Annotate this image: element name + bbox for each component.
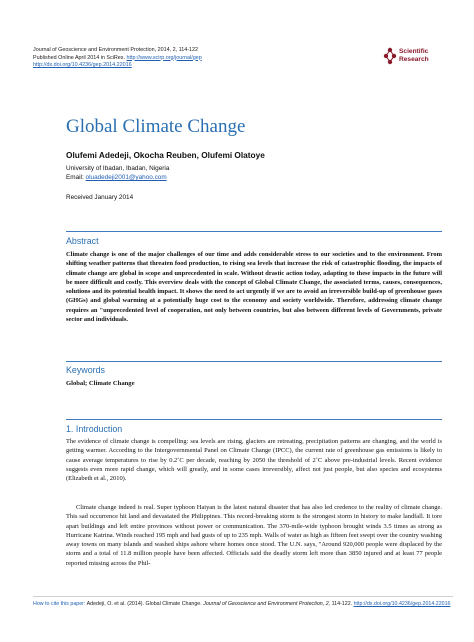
introduction-divider (66, 419, 442, 420)
journal-header (33, 47, 333, 70)
cite-doi-link[interactable]: http://dx.doi.org/10.4236/gep.2014.22016 (353, 601, 451, 607)
affiliation: University of Ibadan, Ibadan, Nigeria (66, 165, 170, 172)
doi-link[interactable]: http://dx.doi.org/10.4236/gep.2014.22016 (33, 62, 132, 69)
keywords-text: Global; Climate Change (66, 380, 135, 387)
introduction-paragraph-1: The evidence of climate change is compelling: sea levels are rising, glaciers are retreating, precipitation patterns are changing, and the world is getting warmer. According to the Intergovernmental Panel on Climate Change (IPCC), the current rate of greenhouse gas emissions is likely to cause average temperatures to rise by 0.2˚C per decade, reaching by 2050 the threshold of 2˚C above pre-industrial levels. Recent evidence suggests even more rapid change, which will greatly, and in some cases irreversibly, affect not just people, but also species and ecosystems (Elizabeth et al., 2010). (66, 438, 442, 483)
abstract-divider (66, 231, 442, 232)
abstract-heading: Abstract (66, 236, 99, 246)
cite-pages: 114-122. (331, 601, 353, 607)
cite-journal: Journal of Geoscience and Environment Protection, 2, (203, 601, 331, 607)
publisher-name-line2: Research (399, 55, 429, 63)
keywords-heading: Keywords (66, 365, 105, 375)
cite-label: How to cite this paper: (33, 601, 86, 607)
publisher-name-line1: Scientific (399, 48, 429, 55)
keywords-divider (66, 361, 442, 362)
published-text: Published Online April 2014 in SciRes. (33, 54, 125, 61)
publisher-name (399, 48, 429, 63)
author-list: Olufemi Adedeji, Okocha Reuben, Olufemi Olatoye (66, 150, 265, 160)
citation-footer (33, 600, 453, 608)
introduction-paragraph-2: Climate change indeed is real. Super typhoon Haiyan is the latest natural disaster that has also led credence to the reality of climate change. This sad occurrence hit land and devastated the Philippines. This record-breaking storm is the strongest storm in history to make landfall. It tore apart buildings and left entire provinces without power or communication. The 370-mile-wide typhoon brought winds 3.5 times as strong as Hurricane Katrina. Winds reached 195 mph and had gusts of up to 235 mph. Walls of water as high as fifteen feet swept over the country washing away towns on many islands and washed ships ashore where homes once stood. The U.N. says, "Around 920,000 people were displaced by the storm and a total of 11.8 million people have been affected. Officials said the deadly storm left more than 3850 injured and at least 77 people reported missing across the Phil- (66, 504, 442, 567)
footer-divider (33, 596, 453, 597)
received-date: Received January 2014 (66, 194, 134, 201)
journal-line: Journal of Geoscience and Environment Protection, 2014, 2, 114-122 (33, 47, 199, 53)
affiliation-block (66, 164, 169, 182)
email-label: Email: (66, 174, 84, 181)
published-line (33, 55, 333, 63)
scientific-research-logo-icon (383, 47, 397, 65)
abstract-text: Climate change is one of the major challenges of our time and adds considerable stress to our societies and to the environment. From shifting weather patterns that threaten food production, to rising sea levels that increase the risk of catastrophic flooding, the impacts of climate change are global in scope and unprecedented in scale. Without drastic action today, adapting to these impacts in the future will be more difficult and costly. This overview deals with the concept of Global Climate Change, the associated terms, causes, consequences, solutions and its potential health impact. It shows the need to act urgently if we are to avoid an irreversible build-up of greenhouse gases (GHGs) and global warming at a potentially huge cost to the economy and society worldwide. Therefore, addressing climate change requires an "unprecedented level of cooperation, not only between countries, but also between different levels of Governments, private sector and individuals. (66, 251, 442, 324)
paper-title: Global Climate Change (66, 116, 246, 137)
journal-url-link[interactable]: http://www.scirp.org/journal/gep (126, 54, 202, 61)
introduction-heading: 1. Introduction (66, 424, 123, 434)
email-line (66, 173, 169, 182)
email-link[interactable]: oluadedeji2001@yahoo.com (85, 174, 167, 181)
publisher-logo (383, 46, 453, 68)
cite-authors: Adedeji, O. et al. (2014). Global Climate Change. (86, 601, 202, 607)
